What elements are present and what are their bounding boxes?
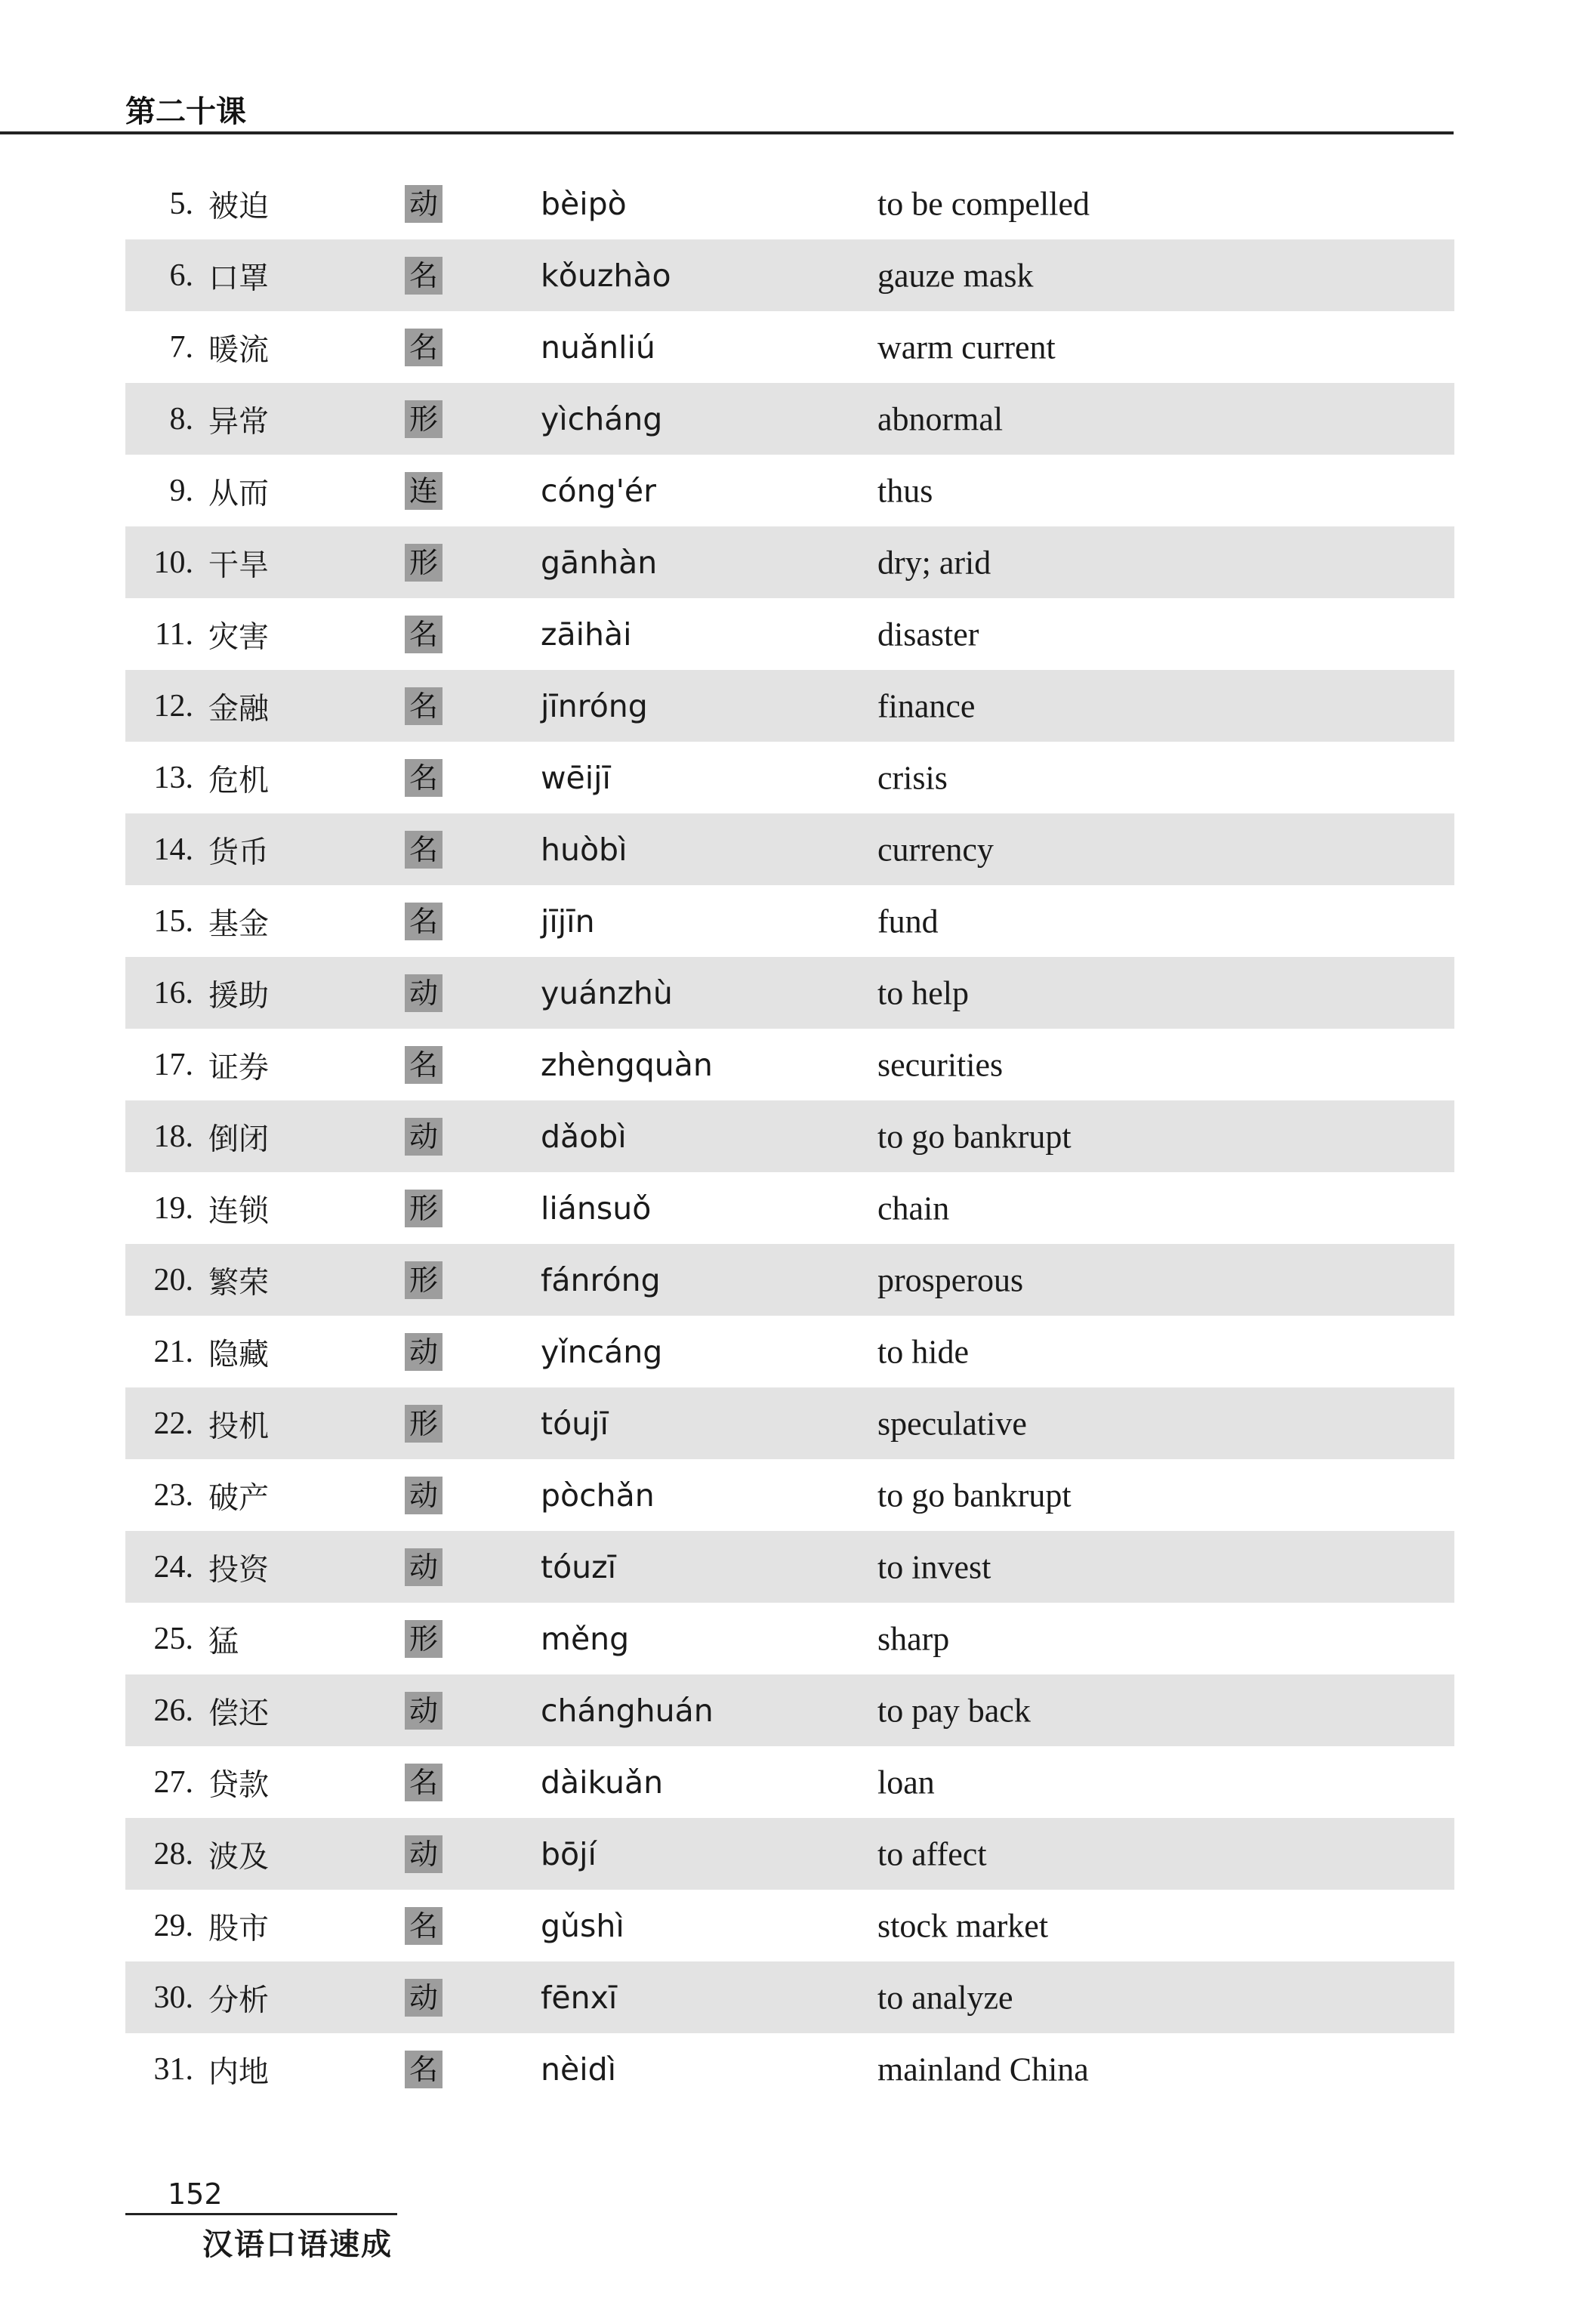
vocab-pinyin: yǐncáng — [541, 1333, 663, 1370]
vocab-hanzi: 隐藏 — [208, 1337, 269, 1372]
vocab-hanzi: 暖流 — [208, 332, 269, 367]
part-of-speech-badge: 形 — [405, 544, 443, 582]
part-of-speech-badge: 名 — [405, 1907, 443, 1945]
part-of-speech-badge: 名 — [405, 257, 443, 295]
vocab-number: 14. — [153, 832, 193, 867]
vocab-pinyin: bōjí — [541, 1835, 597, 1872]
vocab-number: 8. — [169, 401, 193, 437]
vocab-pinyin: dàikuǎn — [541, 1764, 664, 1801]
vocab-hanzi: 援助 — [208, 978, 269, 1013]
lesson-title: 第二十课 — [125, 94, 246, 129]
vocab-hanzi: 干旱 — [208, 548, 269, 582]
book-title: 汉语口语速成 — [202, 2227, 393, 2262]
vocab-hanzi: 连锁 — [208, 1193, 269, 1228]
vocab-row — [125, 813, 1454, 885]
vocab-english: abnormal — [877, 400, 1004, 437]
vocab-english: gauze mask — [877, 257, 1034, 294]
vocab-hanzi: 从而 — [208, 476, 269, 511]
vocab-pinyin: tóujī — [541, 1405, 609, 1442]
vocab-number: 18. — [153, 1119, 193, 1154]
vocab-row — [125, 670, 1454, 742]
part-of-speech-badge: 动 — [405, 1333, 443, 1371]
vocab-row — [125, 239, 1454, 311]
vocab-english: to pay back — [877, 1692, 1031, 1729]
part-of-speech-badge: 名 — [405, 616, 443, 653]
vocab-number: 20. — [153, 1262, 193, 1298]
vocab-pinyin: yìcháng — [541, 400, 663, 437]
part-of-speech-badge: 名 — [405, 329, 443, 366]
vocab-number: 15. — [153, 903, 193, 939]
vocab-pinyin: wēijī — [541, 759, 611, 796]
vocab-row — [125, 1172, 1454, 1244]
vocab-number: 22. — [153, 1406, 193, 1441]
vocab-english: mainland China — [877, 2051, 1089, 2088]
vocab-hanzi: 股市 — [208, 1911, 269, 1946]
vocab-number: 29. — [153, 1908, 193, 1943]
vocab-english: to be compelled — [877, 185, 1090, 222]
vocab-hanzi: 危机 — [208, 763, 269, 798]
part-of-speech-badge: 动 — [405, 1979, 443, 2017]
vocab-english: disaster — [877, 616, 979, 653]
vocab-hanzi: 异常 — [208, 404, 269, 439]
header-divider — [0, 131, 1454, 134]
vocab-pinyin: fēnxī — [541, 1979, 618, 2016]
part-of-speech-badge: 形 — [405, 1620, 443, 1658]
vocab-english: dry; arid — [877, 544, 991, 581]
vocab-row — [125, 1531, 1454, 1603]
vocab-pinyin: jījīn — [541, 903, 595, 940]
part-of-speech-badge: 动 — [405, 185, 443, 223]
vocab-number: 24. — [153, 1549, 193, 1585]
part-of-speech-badge: 动 — [405, 1548, 443, 1586]
vocab-row — [125, 1244, 1454, 1316]
part-of-speech-badge: 名 — [405, 903, 443, 940]
vocab-english: fund — [877, 903, 939, 940]
vocab-number: 5. — [169, 186, 193, 221]
vocab-row — [125, 885, 1454, 957]
vocab-number: 16. — [153, 975, 193, 1011]
vocab-hanzi: 繁荣 — [208, 1265, 269, 1300]
vocab-english: stock market — [877, 1907, 1049, 1944]
vocab-number: 28. — [153, 1836, 193, 1872]
vocab-pinyin: liánsuǒ — [541, 1190, 652, 1227]
part-of-speech-badge: 动 — [405, 1477, 443, 1514]
vocabulary-list — [125, 168, 1454, 2105]
vocab-number: 7. — [169, 329, 193, 365]
vocab-pinyin: zhèngquàn — [541, 1046, 713, 1083]
vocab-english: loan — [877, 1764, 935, 1801]
vocab-number: 27. — [153, 1764, 193, 1800]
vocab-number: 10. — [153, 545, 193, 580]
vocab-pinyin: pòchǎn — [541, 1477, 655, 1514]
vocab-english: to analyze — [877, 1979, 1013, 2016]
vocab-english: sharp — [877, 1620, 950, 1657]
vocab-english: to invest — [877, 1548, 991, 1585]
vocab-english: speculative — [877, 1405, 1027, 1442]
vocab-number: 30. — [153, 1980, 193, 2015]
vocab-pinyin: chánghuán — [541, 1692, 714, 1729]
vocab-english: prosperous — [877, 1261, 1024, 1298]
vocab-row — [125, 1100, 1454, 1172]
vocab-row — [125, 526, 1454, 598]
vocab-hanzi: 投机 — [208, 1409, 269, 1443]
vocab-row — [125, 455, 1454, 526]
part-of-speech-badge: 形 — [405, 1261, 443, 1299]
vocab-number: 19. — [153, 1190, 193, 1226]
vocab-hanzi: 基金 — [208, 906, 269, 941]
vocab-hanzi: 倒闭 — [208, 1122, 269, 1156]
part-of-speech-badge: 名 — [405, 687, 443, 725]
vocab-hanzi: 贷款 — [208, 1767, 269, 1802]
part-of-speech-badge: 名 — [405, 1764, 443, 1801]
part-of-speech-badge: 动 — [405, 1692, 443, 1730]
part-of-speech-badge: 名 — [405, 2051, 443, 2088]
part-of-speech-badge: 动 — [405, 1835, 443, 1873]
vocab-row — [125, 2033, 1454, 2105]
vocab-pinyin: yuánzhù — [541, 974, 673, 1011]
vocab-english: to hide — [877, 1333, 969, 1370]
vocab-number: 26. — [153, 1693, 193, 1728]
vocab-number: 21. — [153, 1334, 193, 1369]
vocab-hanzi: 猛 — [208, 1624, 239, 1659]
vocab-pinyin: cóng'ér — [541, 472, 656, 509]
part-of-speech-badge: 名 — [405, 831, 443, 869]
vocab-hanzi: 货币 — [208, 835, 269, 869]
vocab-row — [125, 1387, 1454, 1459]
vocab-number: 17. — [153, 1047, 193, 1082]
vocab-english: finance — [877, 687, 976, 724]
vocab-number: 9. — [169, 473, 193, 508]
footer-divider — [125, 2213, 397, 2215]
part-of-speech-badge: 名 — [405, 1046, 443, 1084]
vocab-row — [125, 1818, 1454, 1890]
vocab-pinyin: nèidì — [541, 2051, 617, 2088]
part-of-speech-badge: 名 — [405, 759, 443, 797]
part-of-speech-badge: 动 — [405, 1118, 443, 1156]
vocab-row — [125, 1961, 1454, 2033]
vocab-pinyin: bèipò — [541, 185, 627, 222]
vocab-row — [125, 1316, 1454, 1387]
vocab-pinyin: jīnróng — [541, 687, 648, 724]
vocab-hanzi: 投资 — [208, 1552, 269, 1587]
vocab-number: 11. — [155, 616, 193, 652]
vocab-hanzi: 分析 — [208, 1983, 269, 2017]
vocab-number: 31. — [153, 2051, 193, 2087]
vocab-hanzi: 口罩 — [208, 261, 269, 295]
vocab-pinyin: kǒuzhào — [541, 257, 671, 294]
vocab-hanzi: 内地 — [208, 2054, 269, 2089]
vocab-hanzi: 证券 — [208, 1050, 269, 1085]
vocab-row — [125, 957, 1454, 1029]
part-of-speech-badge: 形 — [405, 1405, 443, 1443]
part-of-speech-badge: 连 — [405, 472, 443, 510]
vocab-number: 13. — [153, 760, 193, 795]
vocab-row — [125, 1890, 1454, 1961]
vocab-hanzi: 破产 — [208, 1480, 269, 1515]
vocab-english: warm current — [877, 329, 1056, 366]
vocab-pinyin: dǎobì — [541, 1118, 627, 1155]
vocab-number: 25. — [153, 1621, 193, 1656]
vocab-row — [125, 383, 1454, 455]
vocab-hanzi: 灾害 — [208, 619, 269, 654]
vocab-pinyin: měng — [541, 1620, 630, 1657]
vocab-hanzi: 波及 — [208, 1839, 269, 1874]
vocab-number: 6. — [169, 258, 193, 293]
vocab-english: securities — [877, 1046, 1004, 1083]
part-of-speech-badge: 形 — [405, 1190, 443, 1227]
vocab-row — [125, 1459, 1454, 1531]
vocab-pinyin: nuǎnliú — [541, 329, 655, 366]
vocab-english: to help — [877, 974, 969, 1011]
vocab-row — [125, 742, 1454, 813]
part-of-speech-badge: 形 — [405, 400, 443, 438]
vocab-english: to affect — [877, 1835, 987, 1872]
vocab-pinyin: gǔshì — [541, 1907, 624, 1944]
vocab-pinyin: zāihài — [541, 616, 632, 653]
page-number: 152 — [168, 2177, 223, 2211]
vocab-pinyin: tóuzī — [541, 1548, 617, 1585]
vocab-pinyin: fánróng — [541, 1261, 661, 1298]
vocab-number: 23. — [153, 1477, 193, 1513]
vocab-english: thus — [877, 472, 933, 509]
vocab-row — [125, 598, 1454, 670]
vocab-english: chain — [877, 1190, 950, 1227]
vocab-pinyin: huòbì — [541, 831, 628, 868]
vocab-english: to go bankrupt — [877, 1477, 1072, 1514]
vocab-pinyin: gānhàn — [541, 544, 658, 581]
vocab-row — [125, 311, 1454, 383]
vocab-row — [125, 1029, 1454, 1100]
vocab-row — [125, 1746, 1454, 1818]
vocab-number: 12. — [153, 688, 193, 724]
vocab-row — [125, 168, 1454, 239]
vocab-row — [125, 1674, 1454, 1746]
vocab-hanzi: 被迫 — [208, 189, 269, 224]
vocab-hanzi: 金融 — [208, 691, 269, 726]
vocab-hanzi: 偿还 — [208, 1696, 269, 1730]
vocab-english: to go bankrupt — [877, 1118, 1072, 1155]
vocab-english: crisis — [877, 759, 948, 796]
vocab-row — [125, 1603, 1454, 1674]
part-of-speech-badge: 动 — [405, 974, 443, 1012]
vocab-english: currency — [877, 831, 994, 868]
